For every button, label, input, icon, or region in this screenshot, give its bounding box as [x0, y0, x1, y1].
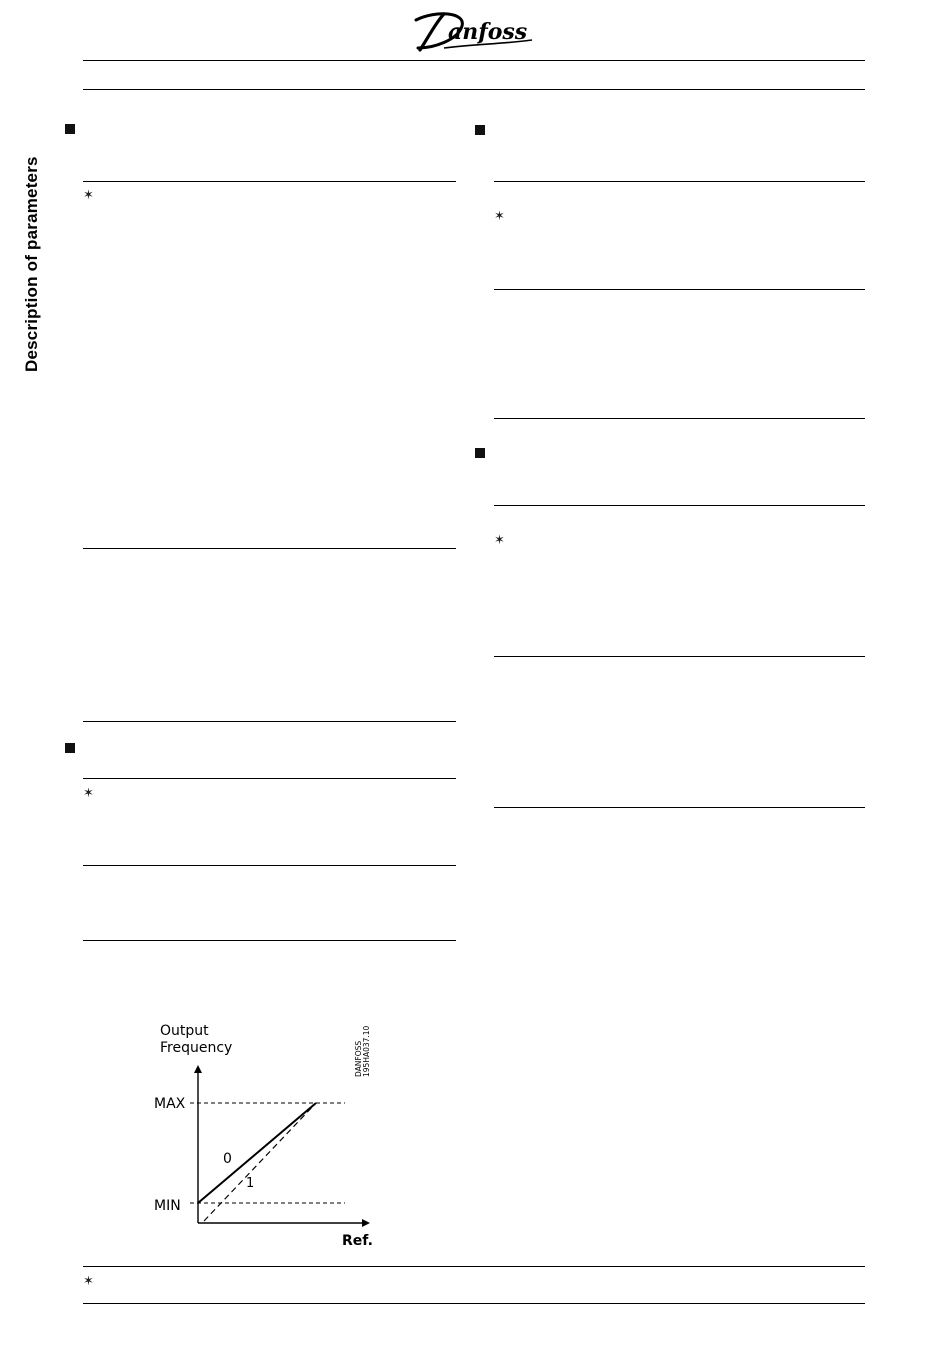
max-label: MAX	[154, 1096, 186, 1112]
divider	[83, 1303, 865, 1304]
diagram-stamp-line2: 195HA037.10	[362, 1025, 371, 1077]
default-marker-icon: ✶	[494, 533, 505, 548]
divider	[83, 721, 456, 722]
curve-0-label: 0	[223, 1151, 232, 1167]
min-label: MIN	[154, 1198, 181, 1214]
header-rule-bottom	[83, 89, 865, 90]
parameter-bullet	[65, 743, 75, 753]
diagram-stamp-line1: DANFOSS	[354, 1040, 363, 1077]
svg-text:anfoss: anfoss	[448, 19, 528, 45]
curve-1-label: 1	[246, 1176, 255, 1191]
section-side-label: Description of parameters	[22, 156, 41, 372]
header-rule-top	[83, 60, 865, 61]
y-axis-label-line2: Frequency	[160, 1040, 233, 1056]
default-marker-icon: ✶	[494, 209, 505, 224]
divider	[494, 505, 865, 506]
divider	[83, 865, 456, 866]
divider	[83, 548, 456, 549]
default-marker-icon: ✶	[83, 1274, 94, 1289]
divider	[494, 418, 865, 419]
danfoss-logo	[414, 8, 536, 54]
x-axis-label: Ref.	[342, 1233, 373, 1249]
divider	[83, 181, 456, 182]
divider	[494, 181, 865, 182]
divider	[83, 940, 456, 941]
divider	[83, 1266, 865, 1267]
y-axis-label-line1: Output	[160, 1023, 209, 1039]
output-frequency-diagram	[140, 1015, 390, 1255]
divider	[494, 289, 865, 290]
parameter-bullet	[65, 124, 75, 134]
divider	[494, 656, 865, 657]
divider	[83, 778, 456, 779]
parameter-bullet	[475, 448, 485, 458]
curve-0-line	[198, 1103, 316, 1203]
default-marker-icon: ✶	[83, 188, 94, 203]
parameter-bullet	[475, 125, 485, 135]
divider	[494, 807, 865, 808]
default-marker-icon: ✶	[83, 786, 94, 801]
